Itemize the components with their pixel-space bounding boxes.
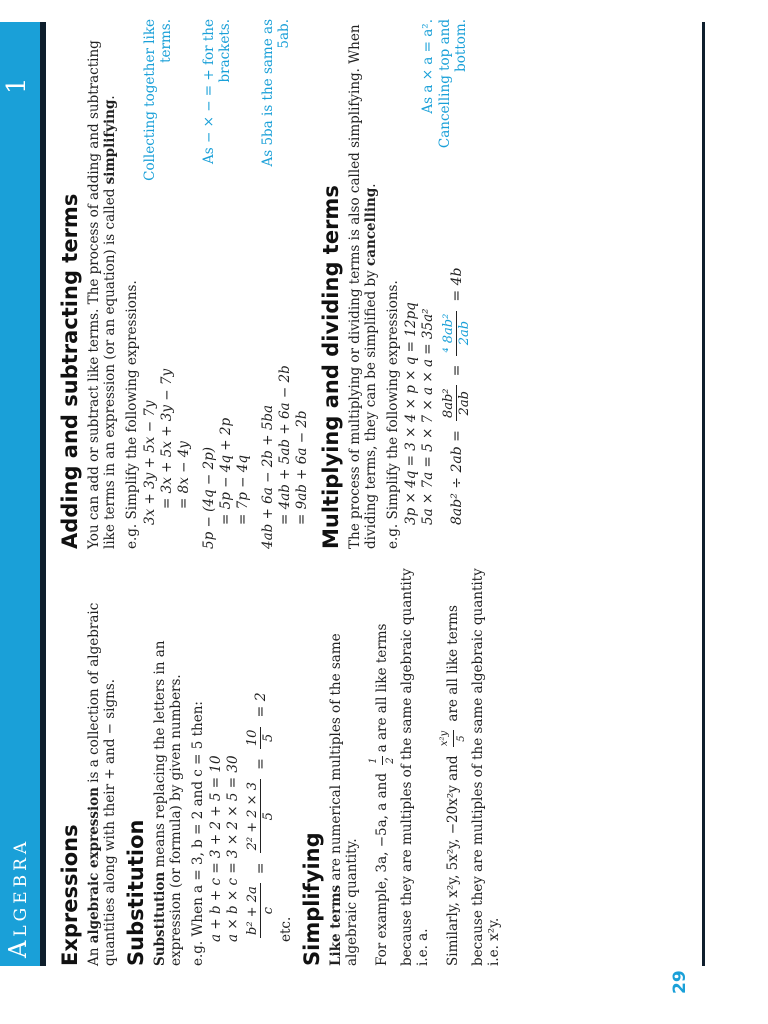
math-line: 5p − (4q − 2p) xyxy=(201,446,217,549)
math-line: = 5p − 4q + 2p xyxy=(218,417,234,525)
adding-example-1 xyxy=(142,19,193,549)
multiplying-example-2 xyxy=(420,19,437,549)
simplifying-example xyxy=(366,566,431,966)
denominator: 2 xyxy=(385,757,396,764)
denominator: 2ab xyxy=(457,391,472,416)
margin-note: As − × − = + for the brackets. xyxy=(201,19,233,164)
result: = 4b xyxy=(449,267,465,302)
margin-note: Cancelling top and bottom. xyxy=(437,19,469,149)
fraction-cancelled xyxy=(441,311,472,356)
numerator: 10 xyxy=(245,727,261,750)
math-line: = 7p − 4q xyxy=(235,455,251,525)
equals-sign: = xyxy=(253,862,269,875)
math-line: = 4ab + 5ab + 6a − 2b xyxy=(277,365,293,525)
bold-term: simplifying xyxy=(102,99,118,185)
chapter-title: Algebra xyxy=(4,837,32,958)
worked-lines xyxy=(403,189,420,549)
simplifying-definition xyxy=(328,566,360,966)
multiplying-eg-intro: e.g. Simplify the following expressions. xyxy=(385,280,401,549)
text-span: An xyxy=(86,943,102,966)
result: = 2 xyxy=(253,692,269,718)
math-text: 8ab² ÷ 2ab = xyxy=(449,430,465,525)
substitution-line-2: a × b × c = 3 × 2 × 5 = 30 xyxy=(225,755,241,942)
simplifying-heading: Simplifying xyxy=(300,832,324,966)
numerator: b² + 2a xyxy=(245,883,261,938)
bold-term: cancelling xyxy=(363,187,379,266)
band-divider xyxy=(40,22,46,966)
numerator: ⁴ 8ab² xyxy=(441,311,457,356)
numerator: 1 xyxy=(366,756,383,764)
math-line: 5a × 7a = 5 × 7 × a × a = 35a² xyxy=(420,308,436,525)
text-span: are numerical multiples of the same algebraic quantity. xyxy=(328,633,360,966)
bottom-rule xyxy=(702,22,705,966)
substitution-heading: Substitution xyxy=(124,819,148,966)
equals-sign: = xyxy=(449,364,465,377)
math-line: 4ab + 6a − 2b + 5ba xyxy=(260,404,276,549)
substitution-line-1: a + b + c = 3 + 2 + 5 = 10 xyxy=(208,755,224,942)
denominator: 5 xyxy=(261,733,276,742)
left-column xyxy=(52,566,508,966)
numerator: x²y xyxy=(437,730,454,747)
adding-heading: Adding and subtracting terms xyxy=(58,193,82,549)
math-line: = 3x + 5x + 3y − 7y xyxy=(159,368,175,509)
text-span: a are all like terms because they are multiples of the same algebraic quantity i.e. a. xyxy=(374,568,431,966)
worked-lines xyxy=(420,189,437,549)
adding-example-3 xyxy=(260,19,311,549)
fraction xyxy=(245,779,276,853)
text-span: is a collection of algebraic quantities along with their + and − signs. xyxy=(86,602,118,966)
worked-lines xyxy=(201,189,252,549)
math-line: = 9ab + 6a − 2b xyxy=(294,410,310,525)
substitution-section xyxy=(124,566,294,966)
denominator: 2ab xyxy=(457,320,472,346)
denominator: 5 xyxy=(261,812,276,821)
math-line: 3p × 4q = 3 × 4 × p × q = 12pq xyxy=(403,302,419,525)
numerator: 8ab² xyxy=(441,385,457,421)
fraction xyxy=(437,730,470,747)
worked-lines xyxy=(142,189,193,549)
page-number: 29 xyxy=(670,970,690,994)
adding-text xyxy=(86,19,118,549)
margin-note: Collecting together like terms. xyxy=(142,19,174,181)
multiplying-section xyxy=(319,19,472,549)
math-line: 3x + 3y + 5x − 7y xyxy=(142,400,158,525)
fraction xyxy=(245,883,276,938)
adding-example-2 xyxy=(201,19,252,549)
text-span: are all like terms because they are multiples of the same algebraic quantity i.e. x²y. xyxy=(445,568,502,966)
multiplying-text xyxy=(347,19,379,549)
substitution-eg-intro: e.g. When a = 3, b = 2 and c = 5 then: xyxy=(190,701,206,966)
fraction xyxy=(366,756,399,764)
bold-term: algebraic expression xyxy=(86,787,102,944)
text-span: You can add or subtract like terms. The process of adding and subtracting like terms in an expression (or an equation) is called xyxy=(86,40,118,549)
margin-note: As a × a = a². xyxy=(420,19,436,114)
chapter-number: 1 xyxy=(2,77,32,94)
equals-sign: = xyxy=(253,758,269,770)
worked-lines xyxy=(437,189,472,549)
adding-eg-intro: e.g. Simplify the following expressions. xyxy=(124,280,140,549)
multiplying-example-3 xyxy=(437,19,472,549)
math-line: = 8x − 4y xyxy=(176,441,192,509)
substitution-etc: etc. xyxy=(278,916,294,942)
bold-term: Substitution xyxy=(152,871,168,966)
fraction xyxy=(245,727,276,750)
text-span: means replacing the letters in an expression (or formula) by given numbers. xyxy=(152,640,184,966)
text-span: . xyxy=(102,95,118,100)
text-span: For example, 3a, −5a, a and xyxy=(374,768,390,966)
margin-note: As 5ba is the same as 5ab. xyxy=(260,19,292,167)
expressions-heading: Expressions xyxy=(58,824,82,966)
multiplying-heading: Multiplying and dividing terms xyxy=(319,185,343,549)
adding-section xyxy=(58,19,311,549)
multiplying-example-1 xyxy=(403,19,420,549)
denominator: 5 xyxy=(456,735,467,742)
bold-term: Like terms xyxy=(328,884,344,966)
simplifying-section xyxy=(300,566,502,966)
text-span: Similarly, x²y, 5x²y, −20x²y and xyxy=(445,751,461,966)
worked-lines xyxy=(260,189,311,549)
text-span: . xyxy=(363,183,379,188)
expressions-text xyxy=(86,566,118,966)
numerator: 2² + 2 × 3 xyxy=(245,779,261,853)
division-line xyxy=(441,189,472,549)
fraction xyxy=(441,385,472,421)
denominator: c xyxy=(261,907,276,915)
expressions-section xyxy=(58,566,118,966)
text-span: The process of multiplying or dividing terms is also called simplifying. When dividing terms, they can be simplified by xyxy=(347,24,379,549)
right-column xyxy=(52,19,472,549)
chapter-band xyxy=(0,22,40,966)
substitution-text xyxy=(152,566,184,966)
substitution-fraction-line xyxy=(245,566,276,966)
simplifying-similar xyxy=(437,566,502,966)
